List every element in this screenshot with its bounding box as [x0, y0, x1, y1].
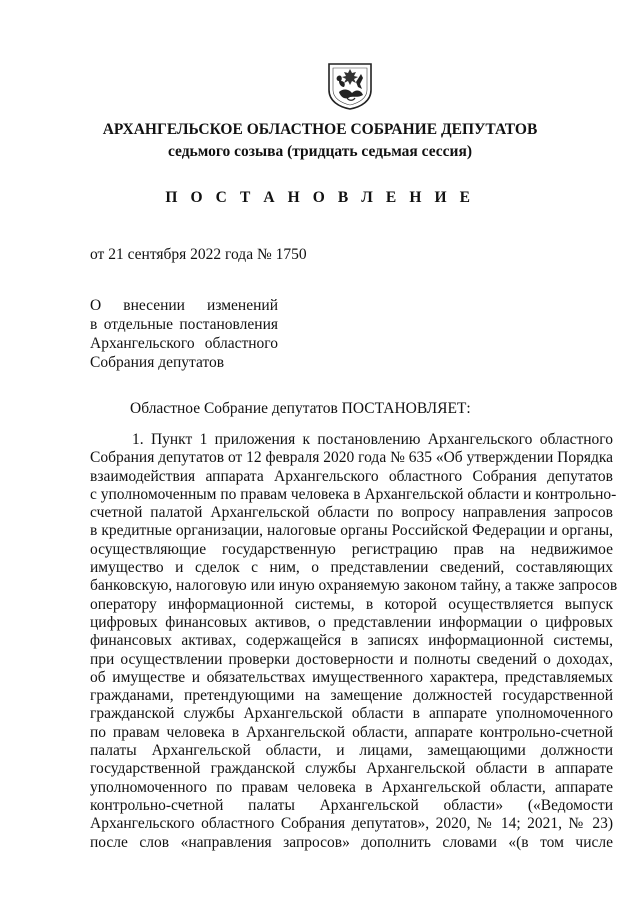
body-line: взаимодействия аппарата Архангельского областного Собрания депутатов	[90, 467, 613, 485]
body-line: при осуществлении проверки достоверности и полноты сведений о доходах,	[90, 650, 613, 668]
body-line: Архангельского областного Собрания депутатов», 2020, № 14; 2021, № 23)	[90, 815, 613, 833]
document-subject	[90, 296, 278, 372]
body-line: после слов «направления запросов» дополнить словами «(в том числе	[90, 833, 613, 851]
subject-line: Собрания депутатов	[90, 354, 225, 371]
subject-line: Архангельского областного	[90, 335, 278, 352]
body-line: Собрания депутатов от 12 февраля 2020 года № 635 «Об утверждении Порядка	[90, 449, 614, 467]
organization-title: АРХАНГЕЛЬСКОЕ ОБЛАСТНОЕ СОБРАНИЕ ДЕПУТАТОВ	[102, 121, 538, 138]
document-type-heading: П О С Т А Н О В Л Е Н И Е	[165, 189, 475, 206]
body-line: гражданской службы Архангельской области в аппарате уполномоченного	[90, 705, 613, 723]
body-line: имущество и сделок с ним, о представлении сведений, составляющих	[90, 559, 613, 577]
coat-of-arms-icon	[327, 62, 373, 110]
body-line: осуществляющие государственную регистрацию прав на недвижимое	[90, 540, 613, 558]
body-line: по правам человека в Архангельской области, аппарате контрольно-счетной	[90, 723, 613, 741]
body-line: уполномоченного по правам человека в Архангельской области, аппарате	[90, 778, 613, 796]
body-line: палаты Архангельской области, и лицами, замещающими должности	[90, 742, 613, 760]
body-line: 1. Пункт 1 приложения к постановлению Архангельского областного	[132, 431, 613, 448]
body-paragraph	[90, 431, 618, 852]
document-date-number: от 21 сентября 2022 года № 1750	[90, 246, 307, 263]
subject-line: в отдельные постановления	[90, 316, 278, 333]
subject-line: О внесении изменений	[90, 297, 278, 314]
body-line: финансовых активах, содержащейся в записях информационной системы,	[90, 632, 613, 650]
body-line: об имуществе и обязательствах имущественного характера, представляемых	[90, 668, 613, 686]
body-line: оператору информационной системы, в которой осуществляется выпуск	[90, 595, 613, 613]
body-line: в кредитные организации, налоговые органы Российской Федерации и органы,	[90, 522, 613, 540]
body-line: счетной палатой Архангельской области по вопросу направления запросов	[90, 504, 613, 522]
body-line: государственной гражданской службы Архангельской области в аппарате	[90, 760, 613, 778]
body-line: с уполномоченным по правам человека в Архангельской области и контрольно-	[90, 485, 617, 503]
convocation-subtitle: седьмого созыва (тридцать седьмая сессия)	[167, 143, 473, 160]
body-line: гражданами, претендующими на замещение должностей государственной	[90, 687, 613, 705]
body-line: цифровых финансовых активов, о представлении информации о цифровых	[90, 613, 613, 631]
body-line: банковскую, налоговую или иную охраняемую законом тайну, а также запросов	[90, 577, 618, 595]
body-line: контрольно-счетной палаты Архангельской области» («Ведомости	[90, 796, 613, 814]
decree-statement: Областное Собрание депутатов ПОСТАНОВЛЯЕТ:	[130, 400, 471, 417]
